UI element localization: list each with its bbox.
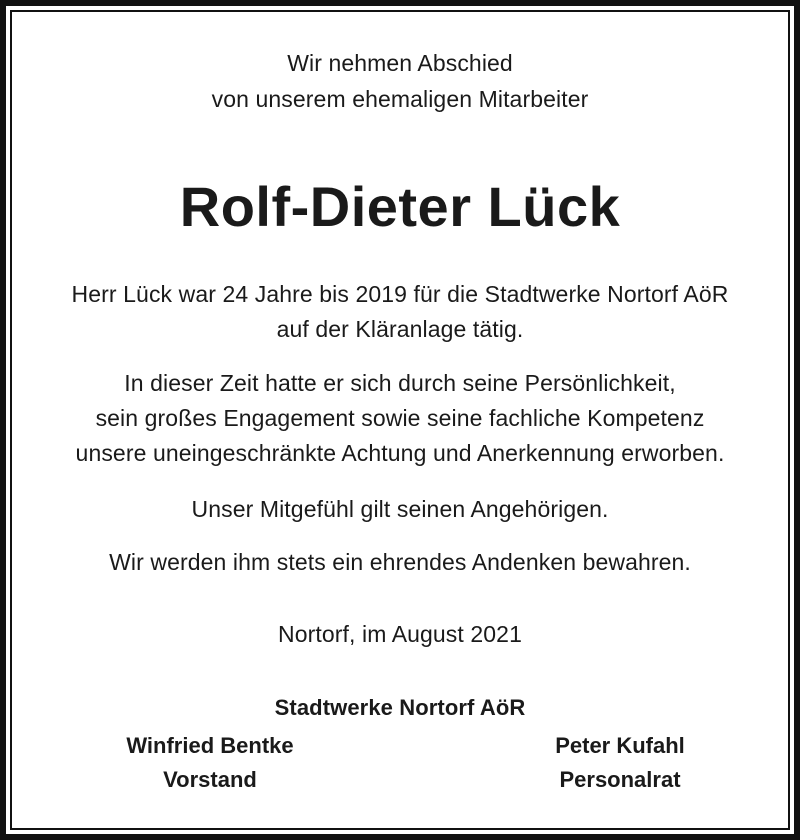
signatory-1-role: Vorstand — [163, 767, 257, 792]
body-p1-line-2: auf der Kläranlage tätig. — [276, 316, 524, 342]
signatory-2-role: Personalrat — [559, 767, 681, 792]
body-p2-line-3: unsere uneingeschränkte Achtung und Anerkennung erworben. — [75, 440, 725, 466]
body-p2-line-2: sein großes Engagement sowie seine fachliche Kompetenz — [95, 405, 705, 431]
body-p1-line-1: Herr Lück war 24 Jahre bis 2019 für die Stadtwerke Nortorf AöR — [71, 281, 729, 307]
body-p2-line-1: In dieser Zeit hatte er sich durch seine Persönlichkeit, — [124, 370, 676, 396]
intro-line-2: von unserem ehemaligen Mitarbeiter — [211, 86, 589, 112]
body-p4: Wir werden ihm stets ein ehrendes Andenken bewahren. — [109, 549, 691, 575]
intro-line-1: Wir nehmen Abschied — [287, 50, 513, 76]
place-date: Nortorf, im August 2021 — [278, 621, 522, 647]
signatory-2-name: Peter Kufahl — [555, 733, 685, 758]
deceased-name: Rolf-Dieter Lück — [179, 175, 621, 238]
body-p3: Unser Mitgefühl gilt seinen Angehörigen. — [191, 496, 609, 522]
organization-name: Stadtwerke Nortorf AöR — [274, 695, 526, 720]
signatory-1-name: Winfried Bentke — [126, 733, 294, 758]
